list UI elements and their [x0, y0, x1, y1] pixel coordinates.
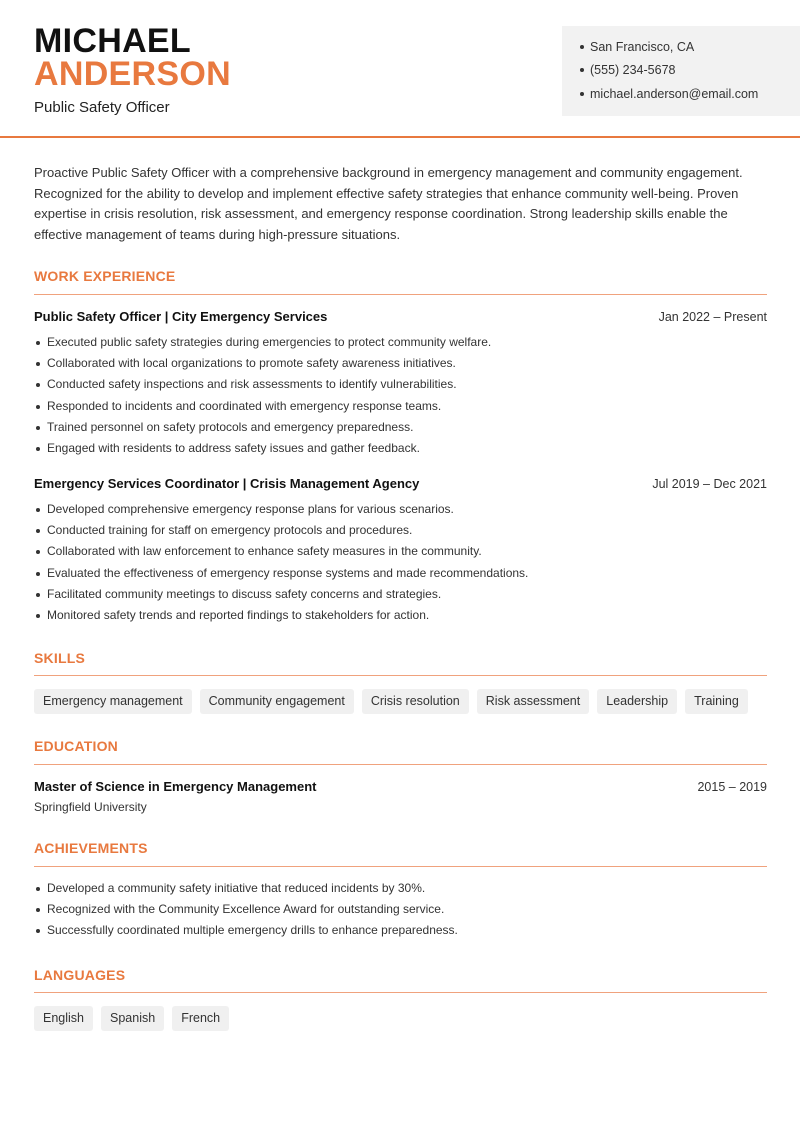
list-item: Conducted safety inspections and risk assessments to identify vulnerabilities.	[34, 374, 491, 395]
bullet-icon	[580, 68, 584, 72]
list-item: Executed public safety strategies during emergencies to protect community welfare.	[34, 332, 491, 353]
contact-email: michael.anderson@email.com	[580, 87, 758, 101]
job-bullets	[34, 499, 528, 626]
contact-box	[562, 26, 800, 116]
first-name: MICHAEL	[34, 22, 191, 60]
last-name: ANDERSON	[34, 55, 231, 93]
contact-phone: (555) 234-5678	[580, 63, 675, 77]
job-title: Public Safety Officer	[34, 99, 170, 116]
skill-chip: Community engagement	[200, 689, 354, 714]
section-divider	[34, 992, 767, 993]
list-item: Responded to incidents and coordinated with emergency response teams.	[34, 396, 491, 417]
school: Springfield University	[34, 800, 147, 814]
bullet-icon	[580, 45, 584, 49]
bullet-icon	[580, 92, 584, 96]
section-divider	[34, 675, 767, 676]
job-dates: Jan 2022 – Present	[658, 310, 767, 324]
summary: Proactive Public Safety Officer with a comprehensive background in emergency management and community engagement. Recognized for the ability to develop and implement effective safety strategies that enhance community well-being. Proven expertise in crisis resolution, risk assessment, and emergency response coordination. Strong leadership skills enable the effective management of teams during high-pressure situations.	[34, 165, 743, 243]
section-title-achievements: ACHIEVEMENTS	[34, 840, 148, 856]
resume-header	[0, 0, 800, 138]
job-bullets	[34, 332, 491, 459]
degree: Master of Science in Emergency Management	[34, 779, 317, 794]
language-chip: French	[172, 1006, 229, 1031]
section-title-skills: SKILLS	[34, 650, 85, 666]
section-title-education: EDUCATION	[34, 738, 118, 754]
list-item: Developed a community safety initiative that reduced incidents by 30%.	[34, 878, 458, 899]
skill-chip: Crisis resolution	[362, 689, 469, 714]
list-item: Developed comprehensive emergency response plans for various scenarios.	[34, 499, 528, 520]
list-item: Facilitated community meetings to discuss safety concerns and strategies.	[34, 584, 528, 605]
languages-list	[34, 1006, 229, 1031]
skill-chip: Leadership	[597, 689, 677, 714]
contact-location: San Francisco, CA	[580, 40, 694, 54]
list-item: Evaluated the effectiveness of emergency response systems and made recommendations.	[34, 563, 528, 584]
list-item: Engaged with residents to address safety issues and gather feedback.	[34, 438, 491, 459]
section-divider	[34, 764, 767, 765]
section-title-languages: LANGUAGES	[34, 967, 126, 983]
job-role: Emergency Services Coordinator | Crisis Management Agency	[34, 476, 420, 491]
list-item: Collaborated with local organizations to promote safety awareness initiatives.	[34, 353, 491, 374]
skill-chip: Emergency management	[34, 689, 192, 714]
job-role: Public Safety Officer | City Emergency Services	[34, 309, 328, 324]
section-divider	[34, 866, 767, 867]
section-title-work: WORK EXPERIENCE	[34, 268, 176, 284]
list-item: Monitored safety trends and reported findings to stakeholders for action.	[34, 605, 528, 626]
language-chip: English	[34, 1006, 93, 1031]
skill-chip: Risk assessment	[477, 689, 589, 714]
section-divider	[34, 294, 767, 295]
list-item: Trained personnel on safety protocols and emergency preparedness.	[34, 417, 491, 438]
education-dates: 2015 – 2019	[697, 780, 767, 794]
list-item: Collaborated with law enforcement to enhance safety measures in the community.	[34, 541, 528, 562]
list-item: Successfully coordinated multiple emergency drills to enhance preparedness.	[34, 920, 458, 941]
skill-chip: Training	[685, 689, 748, 714]
achievement-bullets	[34, 878, 458, 942]
language-chip: Spanish	[101, 1006, 164, 1031]
list-item: Recognized with the Community Excellence Award for outstanding service.	[34, 899, 458, 920]
list-item: Conducted training for staff on emergency protocols and procedures.	[34, 520, 528, 541]
skills-list	[34, 689, 748, 714]
job-dates: Jul 2019 – Dec 2021	[652, 477, 767, 491]
